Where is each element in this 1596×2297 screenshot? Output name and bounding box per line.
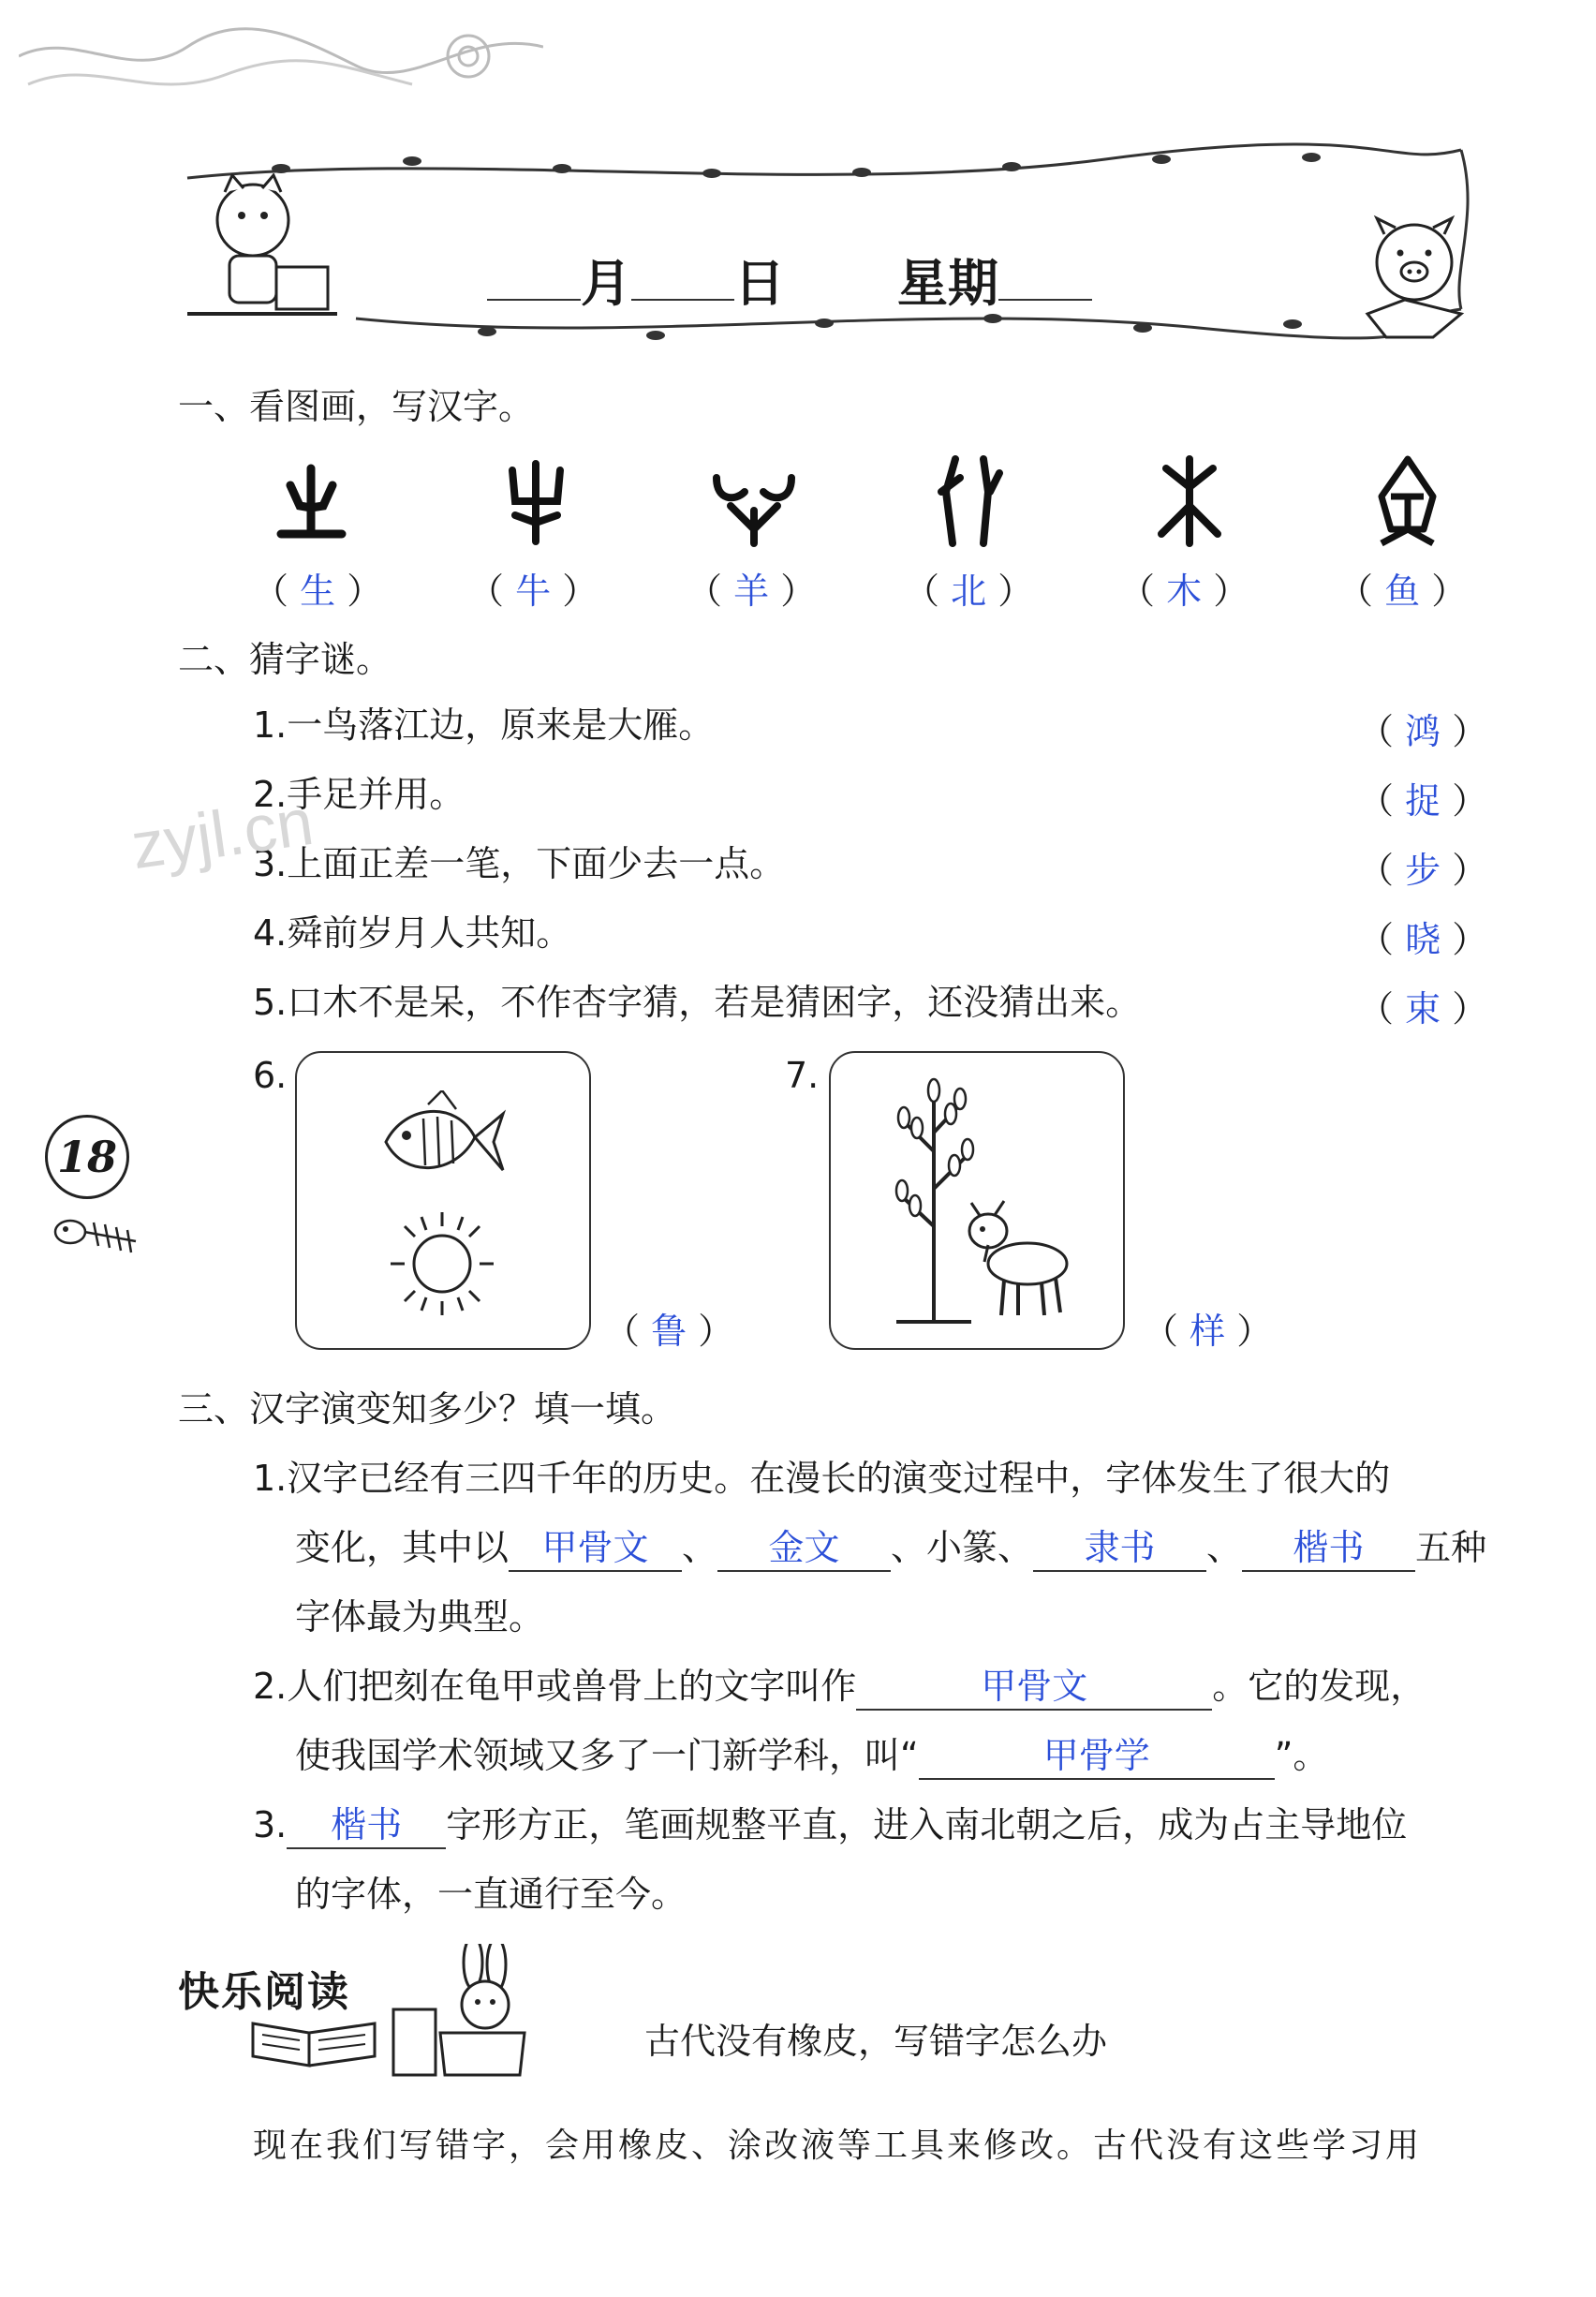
q3-number: 3. bbox=[253, 1804, 288, 1845]
day-blank[interactable] bbox=[631, 261, 734, 301]
pig-mascot-icon bbox=[1349, 211, 1489, 342]
answer-text: 北 bbox=[951, 571, 987, 612]
section1-title: 一、看图画，写汉字。 bbox=[178, 386, 535, 427]
fish-bone-icon bbox=[47, 1204, 140, 1269]
answer-text: 木 bbox=[1166, 571, 1203, 612]
section2-title: 二、猜字谜。 bbox=[178, 639, 392, 680]
riddle-3-answer[interactable]: （ 步 ） bbox=[1358, 850, 1488, 891]
section1-answer-1[interactable]: （ 生 ） bbox=[253, 571, 383, 612]
q1-sep: 、 bbox=[682, 1527, 718, 1568]
weekday-blank[interactable] bbox=[998, 261, 1092, 301]
ancient-mu-icon bbox=[1152, 454, 1227, 548]
rabbit-reading-icon bbox=[384, 1944, 543, 2084]
q3-blank[interactable]: 楷书 bbox=[287, 1802, 446, 1849]
q3-text: 字形方正，笔画规整平直，进入南北朝之后，成为占主导地位 bbox=[446, 1804, 1408, 1845]
q1-blank-4[interactable]: 楷书 bbox=[1242, 1525, 1415, 1572]
section1-answer-6[interactable]: （ 鱼 ） bbox=[1337, 571, 1468, 612]
fish-icon bbox=[377, 1090, 508, 1193]
q1-middle: 、小篆、 bbox=[891, 1527, 1034, 1568]
riddle-3-text: 3.上面正差一笔，下面少去一点。 bbox=[253, 843, 786, 884]
riddle-5-text: 5.口木不是呆，不作杏字猜，若是猜困字，还没猜出来。 bbox=[253, 982, 1142, 1023]
answer-text: 样 bbox=[1190, 1311, 1226, 1352]
ancient-sheng-icon bbox=[276, 459, 347, 543]
q1-blank-2[interactable]: 金文 bbox=[717, 1525, 891, 1572]
riddle-4-text: 4.舜前岁月人共知。 bbox=[253, 912, 572, 954]
section3-title: 三、汉字演变知多少？填一填。 bbox=[178, 1388, 677, 1430]
riddle-6-number: 6. bbox=[253, 1055, 288, 1096]
watermark: zyjl.cn bbox=[126, 784, 318, 883]
riddle-5-answer[interactable]: （ 束 ） bbox=[1358, 988, 1488, 1030]
reading-books-icon bbox=[244, 2005, 384, 2070]
q1-line3: 字体最为典型。 bbox=[295, 1596, 545, 1638]
answer-text: 鲁 bbox=[651, 1311, 687, 1352]
answer-text: 束 bbox=[1405, 988, 1441, 1030]
riddle-1-answer[interactable]: （ 鸿 ） bbox=[1358, 711, 1488, 752]
q2-suffix: 。它的发现， bbox=[1212, 1666, 1426, 1707]
section1-answer-3[interactable]: （ 羊 ） bbox=[687, 571, 817, 612]
month-blank[interactable] bbox=[487, 261, 581, 301]
q3-line1 bbox=[253, 1802, 1407, 1849]
riddle-2-text: 2.手足并用。 bbox=[253, 774, 466, 815]
date-line bbox=[487, 244, 1092, 316]
answer-text: 生 bbox=[300, 571, 336, 612]
riddle-6-answer[interactable]: （ 鲁 ） bbox=[604, 1311, 734, 1352]
section1-answer-4[interactable]: （ 北 ） bbox=[904, 571, 1034, 612]
riddle-2-answer[interactable]: （ 捉 ） bbox=[1358, 780, 1488, 822]
goat-icon bbox=[962, 1198, 1074, 1320]
day-label: 日 bbox=[734, 254, 785, 313]
q3-line2: 的字体，一直通行至今。 bbox=[295, 1874, 687, 1915]
q1-suffix: 五种 bbox=[1415, 1527, 1487, 1568]
reading-logo: 快乐阅读 bbox=[178, 1968, 350, 2016]
ancient-niu-icon bbox=[501, 459, 571, 548]
q1-line2 bbox=[295, 1525, 1486, 1572]
answer-text: 羊 bbox=[733, 571, 770, 612]
reading-body: 现在我们写错字，会用橡皮、涂改液等工具来修改。古代没有这些学习用 bbox=[253, 2127, 1423, 2165]
q2-prefix: 2.人们把刻在龟甲或兽骨上的文字叫作 bbox=[253, 1666, 857, 1707]
riddle-7-picture bbox=[829, 1051, 1125, 1350]
q2-blank-1[interactable]: 甲骨文 bbox=[856, 1664, 1212, 1711]
weekday-label: 星期 bbox=[897, 254, 998, 313]
q2-blank-2[interactable]: 甲骨学 bbox=[919, 1733, 1275, 1780]
ancient-yu-icon bbox=[1372, 454, 1442, 548]
month-label: 月 bbox=[581, 254, 631, 313]
ancient-yang-icon bbox=[712, 464, 796, 548]
swirl-decoration bbox=[19, 19, 543, 103]
q1-blank-3[interactable]: 隶书 bbox=[1033, 1525, 1206, 1572]
sun-icon bbox=[386, 1208, 498, 1320]
section1-answer-2[interactable]: （ 牛 ） bbox=[468, 571, 598, 612]
reading-title: 古代没有橡皮，写错字怎么办 bbox=[644, 2021, 1108, 2062]
q2-line2-prefix: 使我国学术领域又多了一门新学科，叫“ bbox=[295, 1735, 919, 1776]
riddle-7-answer[interactable]: （ 样 ） bbox=[1143, 1311, 1273, 1352]
riddle-4-answer[interactable]: （ 晓 ） bbox=[1358, 919, 1488, 960]
q2-line2-suffix: ”。 bbox=[1274, 1735, 1329, 1776]
q1-blank-1[interactable]: 甲骨文 bbox=[509, 1525, 682, 1572]
answer-text: 牛 bbox=[515, 571, 552, 612]
q1-sep-2: 、 bbox=[1206, 1527, 1243, 1568]
cat-mascot-icon bbox=[178, 173, 347, 333]
riddle-6-picture bbox=[295, 1051, 591, 1350]
answer-text: 鸿 bbox=[1405, 711, 1441, 752]
answer-text: 鱼 bbox=[1384, 571, 1421, 612]
page-number: 18 bbox=[45, 1115, 129, 1199]
section1-answer-5[interactable]: （ 木 ） bbox=[1119, 571, 1249, 612]
answer-text: 晓 bbox=[1405, 919, 1441, 960]
riddle-1-text: 1.一鸟落江边，原来是大雁。 bbox=[253, 704, 715, 746]
q2-line1 bbox=[253, 1664, 1426, 1711]
q1-line1: 1.汉字已经有三四千年的历史。在漫长的演变过程中，字体发生了很大的 bbox=[253, 1458, 1391, 1499]
answer-text: 步 bbox=[1405, 850, 1441, 891]
ancient-bei-icon bbox=[932, 454, 1007, 548]
q2-line2 bbox=[295, 1733, 1328, 1780]
q1-prefix: 变化，其中以 bbox=[295, 1527, 510, 1568]
answer-text: 捉 bbox=[1405, 780, 1441, 822]
riddle-7-number: 7. bbox=[785, 1055, 820, 1096]
